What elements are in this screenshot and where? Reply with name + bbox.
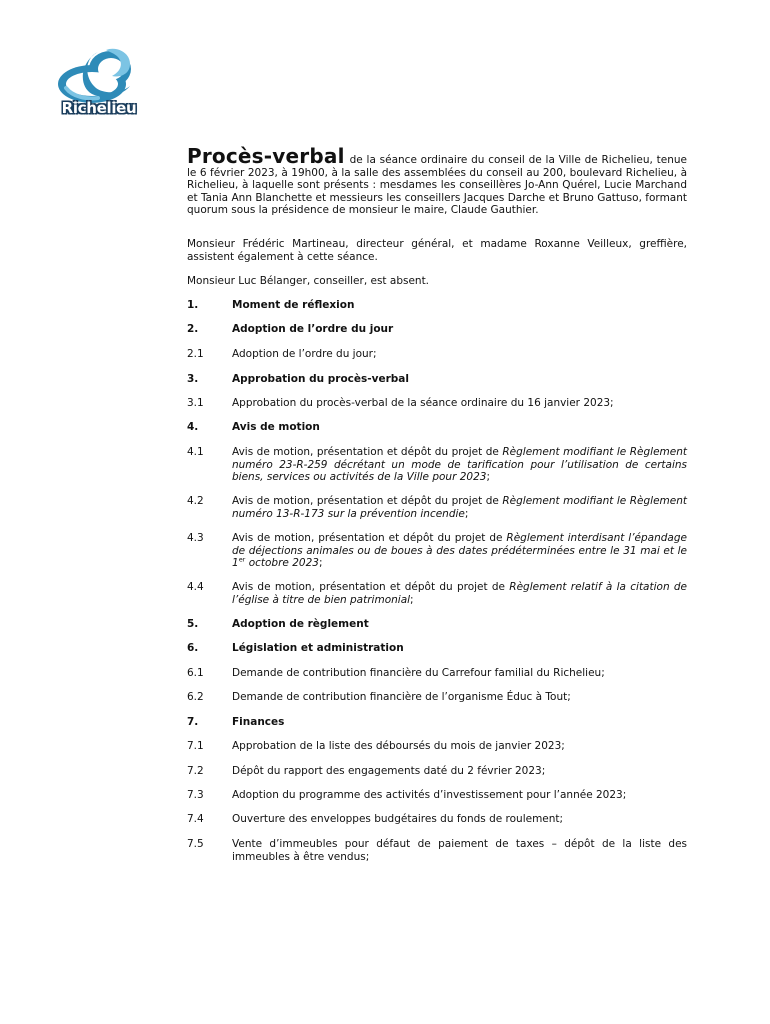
agenda-item [232, 446, 687, 484]
agenda-item-suffix: ; [486, 471, 490, 484]
agenda-num: 4. [187, 421, 199, 433]
agenda-item: Vente d’immeubles pour défaut de paiement de taxes – dépôt de la liste des immeubles à être vendus; [232, 838, 687, 863]
regulation-title: Règlement relatif à la citation de l’église à titre de bien patrimonial [232, 581, 687, 606]
agenda-heading: Finances [232, 716, 285, 728]
agenda-num: 1. [187, 299, 199, 311]
agenda-heading: Approbation du procès-verbal [232, 373, 409, 385]
agenda-num: 6.1 [187, 667, 204, 679]
agenda-item [232, 495, 687, 520]
agenda-item-prefix: Avis de motion, présentation et dépôt du projet de [232, 495, 503, 507]
ordinal-suffix: er [238, 555, 246, 564]
document-title: Procès-verbal [187, 144, 345, 168]
absent-paragraph: Monsieur Luc Bélanger, conseiller, est absent. [187, 275, 430, 287]
agenda-num: 4.3 [187, 532, 204, 544]
agenda-item: Demande de contribution financière du Carrefour familial du Richelieu; [232, 667, 605, 679]
agenda-num: 5. [187, 618, 199, 630]
agenda-item: Approbation du procès-verbal de la séance ordinaire du 16 janvier 2023; [232, 397, 614, 409]
agenda-num: 6.2 [187, 691, 204, 703]
agenda-num: 3. [187, 373, 199, 385]
regulation-title: Règlement modifiant le Règlement numéro 23-R-259 décrétant un mode de tarification pour l’utilisation de certains biens, services ou activités de la Ville pour 2023 [232, 446, 687, 484]
agenda-item-suffix: ; [318, 557, 323, 570]
agenda-item: Approbation de la liste des déboursés du mois de janvier 2023; [232, 740, 565, 752]
intro-paragraph [187, 144, 687, 217]
agenda-heading: Avis de motion [232, 421, 320, 433]
agenda-num: 7.2 [187, 765, 204, 777]
agenda-item: Ouverture des enveloppes budgétaires du fonds de roulement; [232, 813, 564, 825]
agenda-num: 7.3 [187, 789, 204, 801]
officials-paragraph: Monsieur Frédéric Martineau, directeur général, et madame Roxanne Veilleux, greffière, assistent également à cette séance. [187, 238, 687, 263]
agenda-num: 6. [187, 642, 199, 654]
agenda-num: 7.4 [187, 813, 204, 825]
agenda-num: 7.1 [187, 740, 204, 752]
agenda-num: 4.4 [187, 581, 204, 593]
agenda-heading: Adoption de l’ordre du jour [232, 323, 394, 335]
agenda-item: Dépôt du rapport des engagements daté du 2 février 2023; [232, 765, 546, 777]
agenda-num: 2.1 [187, 348, 204, 360]
agenda-heading: Adoption de règlement [232, 618, 369, 630]
intro-text: de la séance ordinaire du conseil de la Ville de Richelieu, tenue le 6 février 2023, à 19h00, à la salle des assemblées du conseil au 200, boulevard Richelieu, à Richelieu, à laquelle sont présents : mesdames les conseillères Jo-Ann Quérel, Lucie Marchand et Tania Ann Blanchette et messieurs les conseillers Jacques Darche et Bruno Gattuso, formant quorum sous la présidence de monsieur le maire, Claude Gauthier. [187, 154, 687, 217]
agenda-num: 3.1 [187, 397, 204, 409]
richelieu-logo-mark [54, 44, 144, 106]
agenda-item-suffix: ; [410, 593, 414, 606]
regulation-title-end: octobre 2023 [245, 557, 319, 570]
richelieu-logo [54, 44, 144, 122]
agenda-num: 2. [187, 323, 199, 335]
regulation-title: Règlement interdisant l’épandage de déjections animales ou de boues à des dates prédéterminées entre le 31 mai et le 1 [232, 532, 687, 570]
regulation-title: Règlement modifiant le Règlement numéro 13-R-173 sur la prévention incendie [232, 495, 687, 520]
agenda-item: Demande de contribution financière de l’organisme Éduc à Tout; [232, 691, 571, 703]
agenda-heading: Législation et administration [232, 642, 404, 654]
agenda-item-prefix: Avis de motion, présentation et dépôt du projet de [232, 446, 503, 458]
agenda-num: 4.1 [187, 446, 204, 458]
agenda-item [232, 532, 687, 570]
agenda-item-suffix: ; [464, 507, 469, 520]
agenda-num: 7.5 [187, 838, 204, 850]
agenda-num: 7. [187, 716, 199, 728]
agenda-item [232, 581, 687, 606]
agenda-item: Adoption de l’ordre du jour; [232, 348, 377, 360]
agenda-item: Adoption du programme des activités d’investissement pour l’année 2023; [232, 789, 627, 801]
agenda-item-prefix: Avis de motion, présentation et dépôt du projet de [232, 581, 510, 593]
logo-wordmark: Richelieu [61, 99, 137, 117]
agenda-heading: Moment de réflexion [232, 299, 355, 311]
agenda-item-prefix: Avis de motion, présentation et dépôt du projet de [232, 532, 507, 544]
agenda-num: 4.2 [187, 495, 204, 507]
